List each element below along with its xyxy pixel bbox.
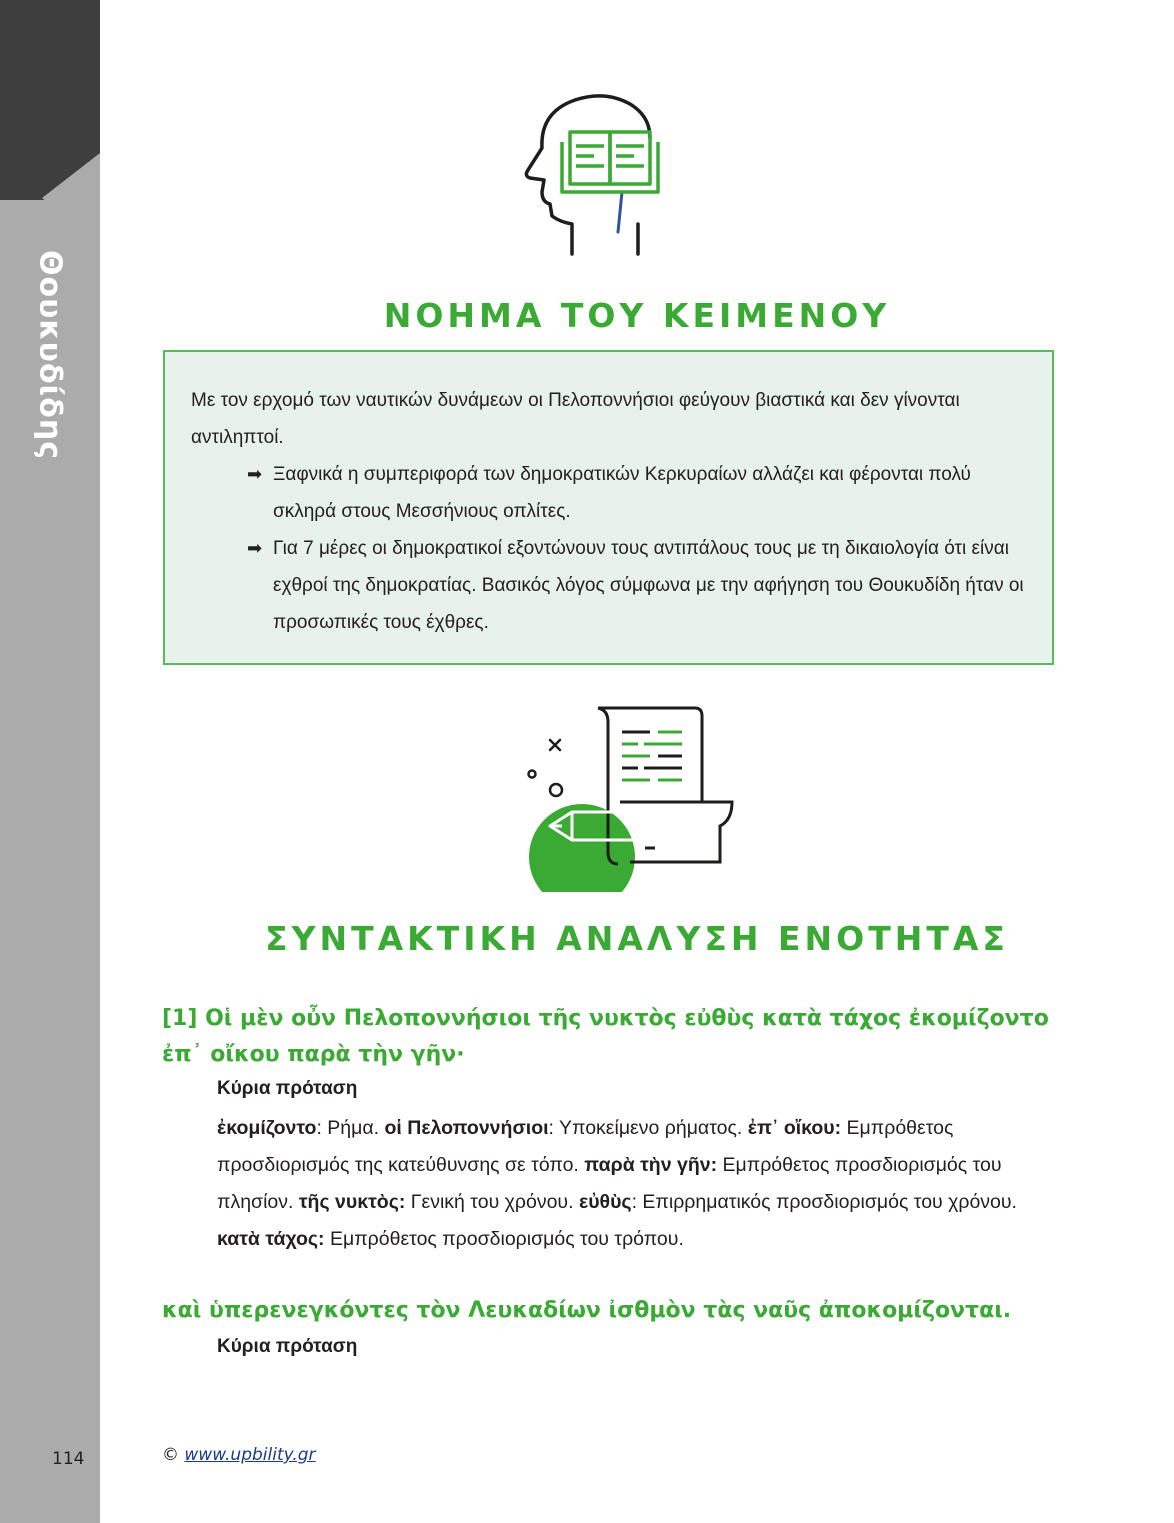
meaning-bullet-text: Ξαφνικά η συμπεριφορά των δημοκρατικών Κερκυραίων αλλάζει και φέρονται πολύ σκληρά στους Μεσσήνιους οπλίτες. [273, 464, 971, 522]
right-arrow-icon: ➡ [247, 464, 263, 484]
term: οἱ Πελοποννήσιοι [384, 1117, 549, 1139]
document-pencil-icon [520, 702, 740, 892]
term: παρὰ τὴν γῆν: [584, 1154, 718, 1176]
meaning-title: ΝΟΗΜΑ ΤΟΥ ΚΕΙΜΕΝΟΥ [383, 296, 891, 335]
head-book-icon [520, 92, 670, 257]
term: ἐκομίζοντο [217, 1117, 317, 1139]
term-desc: : Ρήμα. [316, 1117, 385, 1139]
page-number: 114 [52, 1449, 85, 1469]
term-desc: Εμπρόθετος προσδιορισμός της κατεύθυνσης σε τόπο. [217, 1117, 954, 1176]
sub-label: Κύρια πρόταση [217, 1336, 358, 1357]
term-desc: Εμπρόθετος προσδιορισμός του τρόπου. [324, 1228, 684, 1250]
term-desc: Γενική του χρόνου. [405, 1191, 579, 1213]
meaning-bullet-text: Για 7 μέρες οι δημοκρατικοί εξοντώνουν τους αντιπάλους τους με τη δικαιολογία ότι είναι εχθροί της δημοκρατίας. Βασικός λόγος σύμφωνα με την αφήγηση του Θουκυδίδη ήταν οι προσωπικές τους έχθρες. [273, 538, 1024, 633]
meaning-intro: Με τον ερχομό των ναυτικών δυνάμεων οι Πελοποννήσιοι φεύγουν βιαστικά και δεν γίνονται αντιληπτοί. [191, 390, 960, 448]
sub-label: Κύρια πρόταση [217, 1078, 358, 1099]
term: κατὰ τάχος: [217, 1228, 325, 1250]
sidebar-title: Θουκυδίδης [32, 250, 68, 460]
term: ἐπ᾽ οἴκου: [747, 1117, 842, 1139]
term-desc: : Επιρρηματικός προσδιορισμός του χρόνου. [631, 1191, 1017, 1213]
right-arrow-icon: ➡ [247, 538, 263, 558]
meaning-bullet [191, 530, 1024, 641]
syntax-analysis [217, 1110, 1062, 1258]
sidebar-notch [42, 153, 100, 243]
term: τῆς νυκτὸς: [298, 1191, 406, 1213]
syntax-title: ΣΥΝΤΑΚΤΙΚΗ ΑΝΑΛΥΣΗ ΕΝΟΤΗΤΑΣ [265, 919, 1009, 958]
term-desc: : Υποκείμενο ρήματος. [548, 1117, 748, 1139]
term: εὐθὺς [578, 1191, 632, 1213]
sidebar [0, 0, 100, 1523]
greek-sentence: καὶ ὑπερενεγκόντες τὸν Λευκαδίων ἰσθμὸν τὰς ναῦς ἀποκομίζονται. [162, 1298, 1012, 1323]
website-link[interactable]: www.upbility.gr [184, 1445, 316, 1465]
greek-sentence: [1] Οἱ μὲν οὖν Πελοποννήσιοι τῆς νυκτὸς εὐθὺς κατὰ τάχος ἐκομίζοντο ἐπ᾽ οἴκου παρὰ τὴν γῆν· [162, 1006, 1049, 1067]
meaning-box [163, 350, 1054, 665]
copyright-symbol: © [162, 1445, 179, 1465]
sidebar-dark-lower [0, 153, 42, 200]
meaning-bullet [191, 456, 1024, 530]
footer [162, 1445, 316, 1465]
term-desc: Εμπρόθετος προσδιορισμός του πλησίον. [217, 1154, 1002, 1213]
